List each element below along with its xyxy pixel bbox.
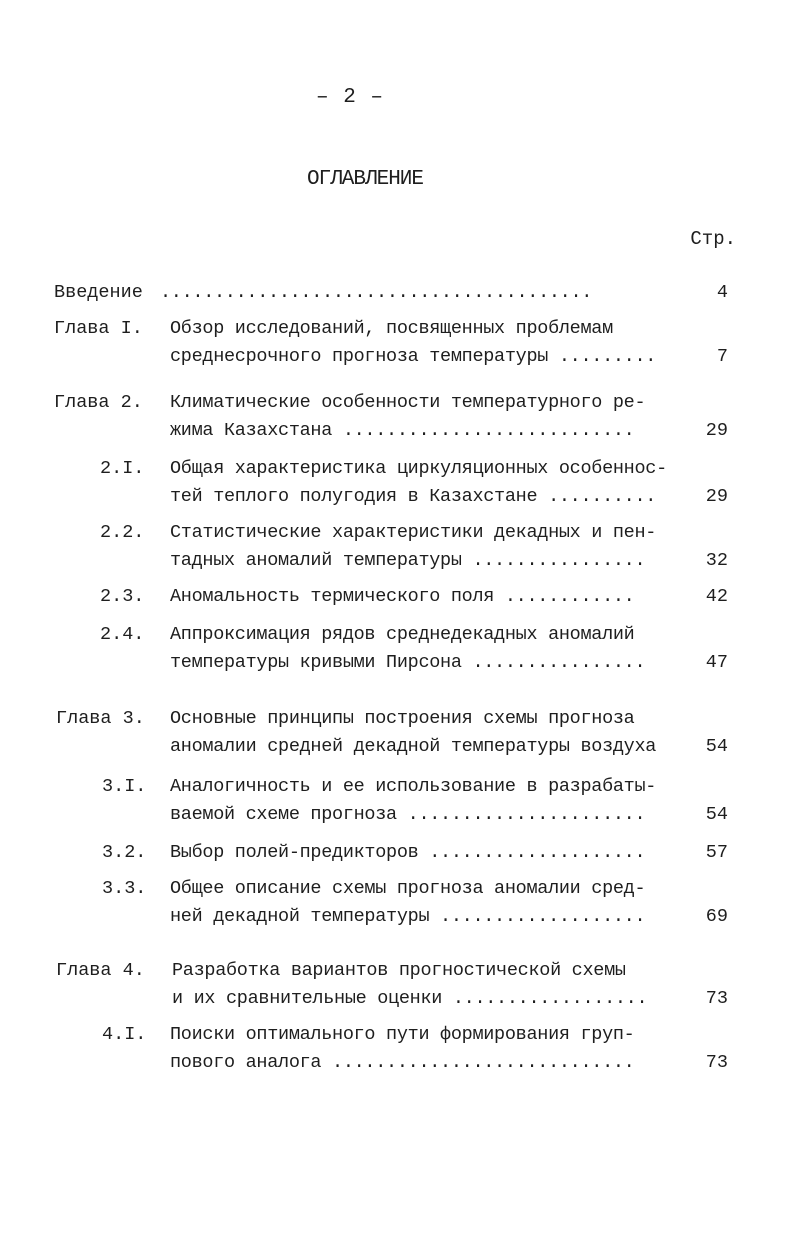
toc-entry-page: 32 [705,550,728,571]
toc-entry-page: 47 [705,652,728,673]
toc-entry-label: Глава 2. [54,392,143,413]
toc-entry-title-line1: Аналогичность и ее использование в разрабаты- [170,776,657,797]
toc-entry-title-line2: ваемой схеме прогноза ...................... [170,804,646,825]
page-column-header: Стр. [690,228,736,250]
toc-entry-title-line1: Поиски оптимального пути формирования груп- [170,1024,635,1045]
toc-entry-title-line1: Статистические характеристики декадных и пен- [170,522,657,543]
toc-entry-label: Введение [54,282,143,303]
toc-entry-label: Глава I. [54,318,143,339]
toc-entry-title-line1: Климатические особенности температурного ре- [170,392,646,413]
toc-entry-label: 2.2. [100,522,145,543]
toc-entry-title-line2: тадных аномалий температуры ................ [170,550,646,571]
page-number: – 2 – [315,86,384,109]
toc-entry-title-line2: и их сравнительные оценки .................. [172,988,648,1009]
toc-entry-label: 3.3. [102,878,147,899]
toc-entry-title-line1: Общая характеристика циркуляционных особеннос- [170,458,667,479]
toc-entry-title-line2: тей теплого полугодия в Казахстане .......... [170,486,657,507]
toc-entry-page: 7 [716,346,728,367]
toc-entry-page: 73 [705,1052,728,1073]
toc-entry-page: 42 [705,586,728,607]
page-title: ОГЛАВЛЕНИЕ [306,168,424,191]
toc-entry-title-line1: Аномальность термического поля ............ [170,586,635,607]
toc-entry-title-line1: Обзор исследований, посвященных проблемам [170,318,613,339]
toc-entry-title-line2: пового аналога ............................ [170,1052,635,1073]
toc-entry-page: 29 [705,486,728,507]
toc-entry-label: 2.4. [100,624,145,645]
toc-entry-label: 2.3. [100,586,145,607]
toc-entry-label: 2.I. [100,458,145,479]
toc-entry-label: 3.I. [102,776,147,797]
toc-entry-page: 69 [705,906,728,927]
toc-entry-page: 73 [705,988,728,1009]
toc-entry-title-line1: Общее описание схемы прогноза аномалии сред- [170,878,646,899]
toc-entry-title-line1: Аппроксимация рядов среднедекадных аномалий [170,624,635,645]
toc-entry-title-line2: температуры кривыми Пирсона ................ [170,652,646,673]
toc-entry-label: Глава 3. [56,708,145,729]
toc-entry-title-line2: ней декадной температуры ................... [170,906,646,927]
toc-entry-page: 4 [716,282,728,303]
toc-entry-label: 3.2. [102,842,147,863]
toc-entry-title-line2: аномалии средней декадной температуры воздуха [170,736,657,757]
toc-entry-page: 54 [705,804,728,825]
toc-entry-title-line2: среднесрочного прогноза температуры ......... [170,346,657,367]
toc-entry-title-line1: Основные принципы построения схемы прогноза [170,708,635,729]
toc-entry-label: Глава 4. [56,960,145,981]
toc-entry-page: 57 [705,842,728,863]
toc-entry-title-line1: Разработка вариантов прогностической схемы [172,960,626,981]
toc-entry-page: 29 [705,420,728,441]
toc-entry-title-line1: ........................................ [160,282,593,303]
toc-entry-label: 4.I. [102,1024,147,1045]
toc-entry-title-line2: жима Казахстана ........................... [170,420,635,441]
toc-entry-page: 54 [705,736,728,757]
toc-entry-title-line1: Выбор полей-предикторов .................... [170,842,646,863]
